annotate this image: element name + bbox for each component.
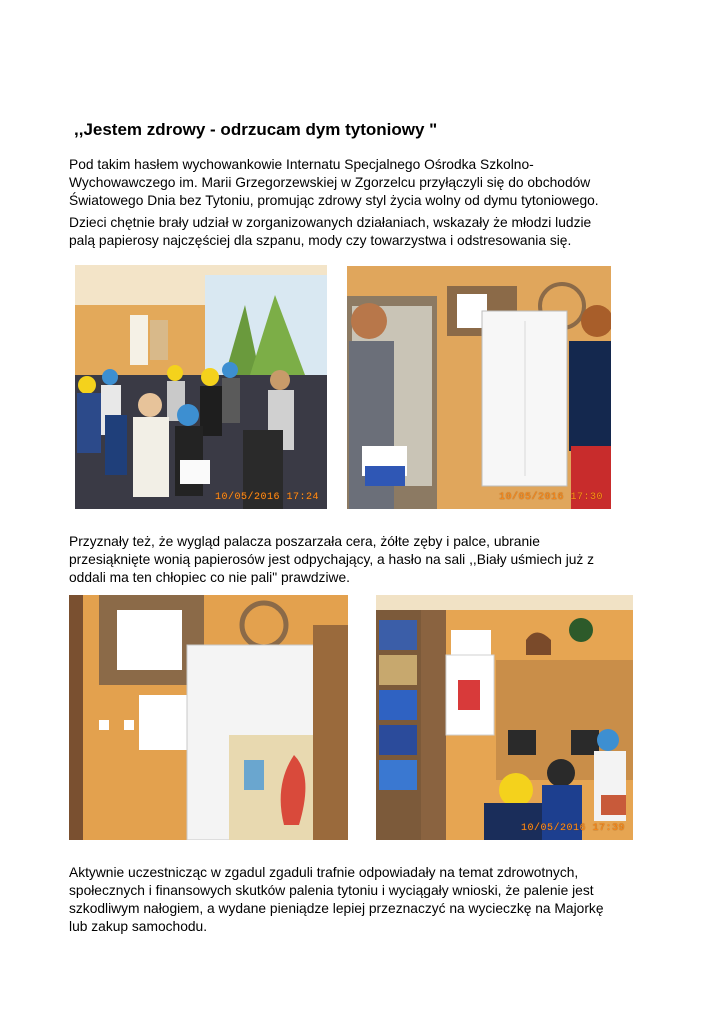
- photo-date-stamp: 10/05/2016 17:24: [214, 492, 319, 503]
- paragraph-line: Aktywnie uczestnicząc w zgadul zgaduli trafnie odpowiadały na temat zdrowotnych,: [69, 865, 579, 880]
- paragraph-line: szkodliwym nałogiem, a wydane pieniądze lepiej przeznaczyć na wycieczkę na Majorkę: [69, 901, 604, 916]
- paragraph-line: lub zakup samochodu.: [69, 919, 208, 934]
- document-title: ,,Jestem zdrowy - odrzucam dym tytoniowy ": [74, 120, 438, 139]
- paragraph-line: palą papierosy najczęściej dla szpanu, mody czy towarzystwa i odstresowania się.: [69, 233, 572, 248]
- photo-flipchart-presenters: [347, 266, 611, 509]
- photo-date-stamp: 10/05/2016 17:30: [498, 492, 603, 503]
- photo-signs-and-poster: [69, 595, 348, 840]
- paragraph-line: Wychowawczego im. Marii Grzegorzewskiej w Zgorzelcu przyłączyli się do obchodów: [69, 175, 591, 190]
- photo-classroom: [376, 595, 633, 840]
- paragraph-smoker-look: [69, 533, 669, 587]
- paragraph-intro: [69, 156, 669, 210]
- paragraph-line: Przyznały też, że wygląd palacza poszarzała cera, żółte zęby i palce, ubranie: [69, 534, 540, 549]
- photo-audience: [75, 265, 327, 509]
- paragraph-line: Światowego Dnia bez Tytoniu, promując zdrowy styl życia wolny od dymu tytoniowego.: [69, 193, 599, 208]
- paragraph-line: oddali ma ten chłopiec co nie pali" prawdziwe.: [69, 570, 350, 585]
- paragraph-line: przesiąknięte wonią papierosów jest odpychający, a hasło na sali ,,Biały uśmiech już z: [69, 552, 595, 567]
- paragraph-quiz: [69, 864, 669, 936]
- paragraph-reasons: [69, 214, 669, 250]
- photo-date-stamp: 10/05/2016 17:39: [520, 823, 625, 834]
- paragraph-line: Dzieci chętnie brały udział w zorganizowanych działaniach, wskazały że młodzi ludzie: [69, 215, 592, 230]
- paragraph-line: Pod takim hasłem wychowankowie Internatu Specjalnego Ośrodka Szkolno-: [69, 157, 534, 172]
- paragraph-line: społecznych i finansowych skutków palenia tytoniu i wyciągały wnioski, że palenie jest: [69, 883, 594, 898]
